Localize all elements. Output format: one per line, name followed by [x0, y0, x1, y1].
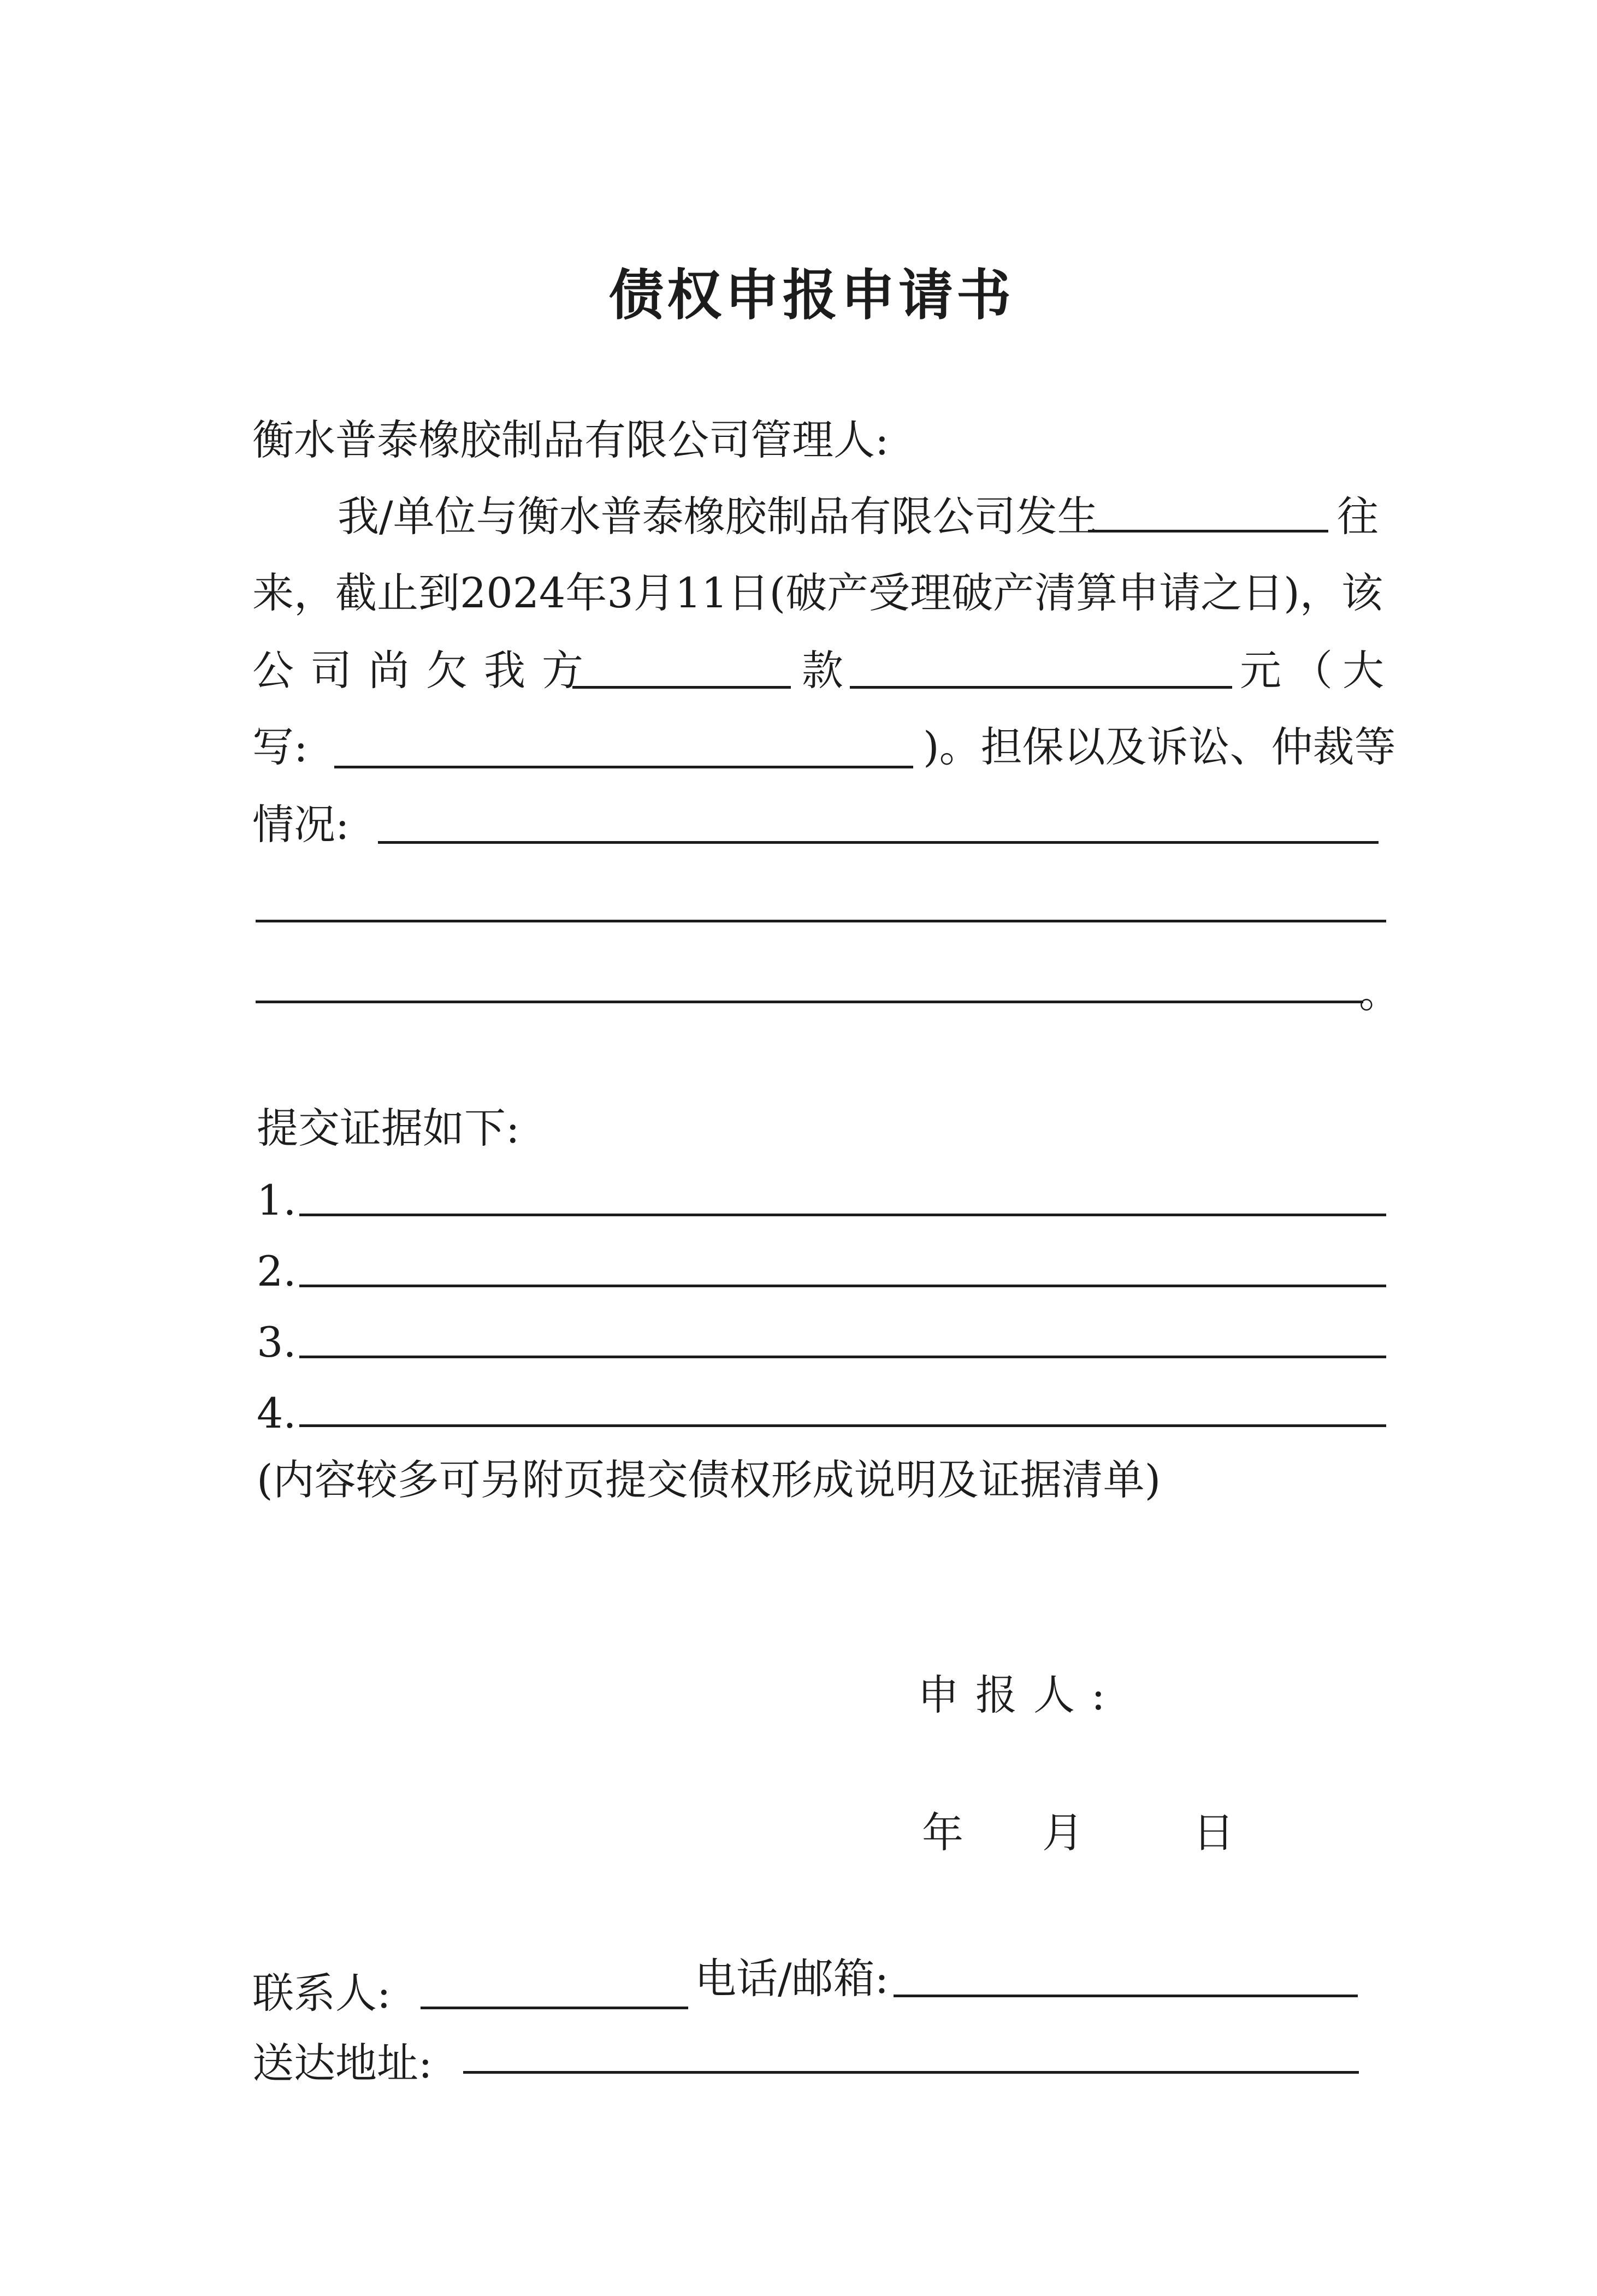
- owed-text: 公司尚欠我方: [252, 646, 600, 695]
- phone-email-blank[interactable]: [894, 1995, 1358, 1997]
- situation-label: 情况:: [252, 800, 350, 849]
- yuan-label: 元（大: [1240, 646, 1394, 695]
- situation-end: 。: [1359, 968, 1400, 1017]
- declarant-label: 申报人:: [918, 1671, 1122, 1719]
- contact-person-label: 联系人:: [252, 1969, 391, 2017]
- date-year: 年: [922, 1808, 963, 1857]
- form-title: 债权申报申请书: [609, 263, 1014, 327]
- contact-person-blank[interactable]: [421, 2007, 688, 2009]
- evidence-item-3-number: 3.: [257, 1318, 297, 1366]
- evidence-item-4-blank[interactable]: [299, 1424, 1386, 1427]
- daxie-label: 写:: [252, 723, 308, 771]
- evidence-item-4-number: 4.: [257, 1389, 297, 1437]
- evidence-note: (内容较多可另附页提交债权形成说明及证据清单): [257, 1455, 1161, 1504]
- evidence-item-1-number: 1.: [257, 1176, 297, 1224]
- situation-blank-3[interactable]: [256, 1001, 1363, 1003]
- date-day: 日: [1193, 1808, 1234, 1857]
- addressee: 衡水普泰橡胶制品有限公司管理人:: [252, 416, 889, 464]
- evidence-item-3-blank[interactable]: [299, 1356, 1386, 1358]
- situation-blank-2[interactable]: [256, 920, 1386, 922]
- address-blank[interactable]: [463, 2071, 1359, 2074]
- intro-text: 我/单位与衡水普泰橡胶制品有限公司发生: [338, 492, 1099, 541]
- kuan-label: 款: [802, 646, 843, 695]
- transaction-type-blank[interactable]: [1088, 530, 1328, 532]
- evidence-item-1-blank[interactable]: [299, 1214, 1386, 1216]
- evidence-item-2-blank[interactable]: [299, 1285, 1386, 1287]
- phone-email-label: 电话/邮箱:: [695, 1954, 889, 2003]
- cutoff-date-text: 来，截止到2024年3月11日(破产受理破产清算申请之日)，该: [252, 569, 1383, 617]
- evidence-item-2-number: 2.: [257, 1247, 297, 1295]
- evidence-heading: 提交证据如下:: [257, 1104, 520, 1152]
- intro-suffix: 往: [1337, 492, 1379, 541]
- claim-type-blank[interactable]: [572, 686, 791, 689]
- guarantee-text: )。担保以及诉讼、仲裁等: [923, 723, 1396, 771]
- amount-blank[interactable]: [850, 686, 1232, 689]
- situation-blank-1[interactable]: [378, 841, 1379, 844]
- address-label: 送达地址:: [252, 2039, 433, 2087]
- amount-in-words-blank[interactable]: [334, 766, 913, 768]
- date-month: 月: [1042, 1808, 1084, 1857]
